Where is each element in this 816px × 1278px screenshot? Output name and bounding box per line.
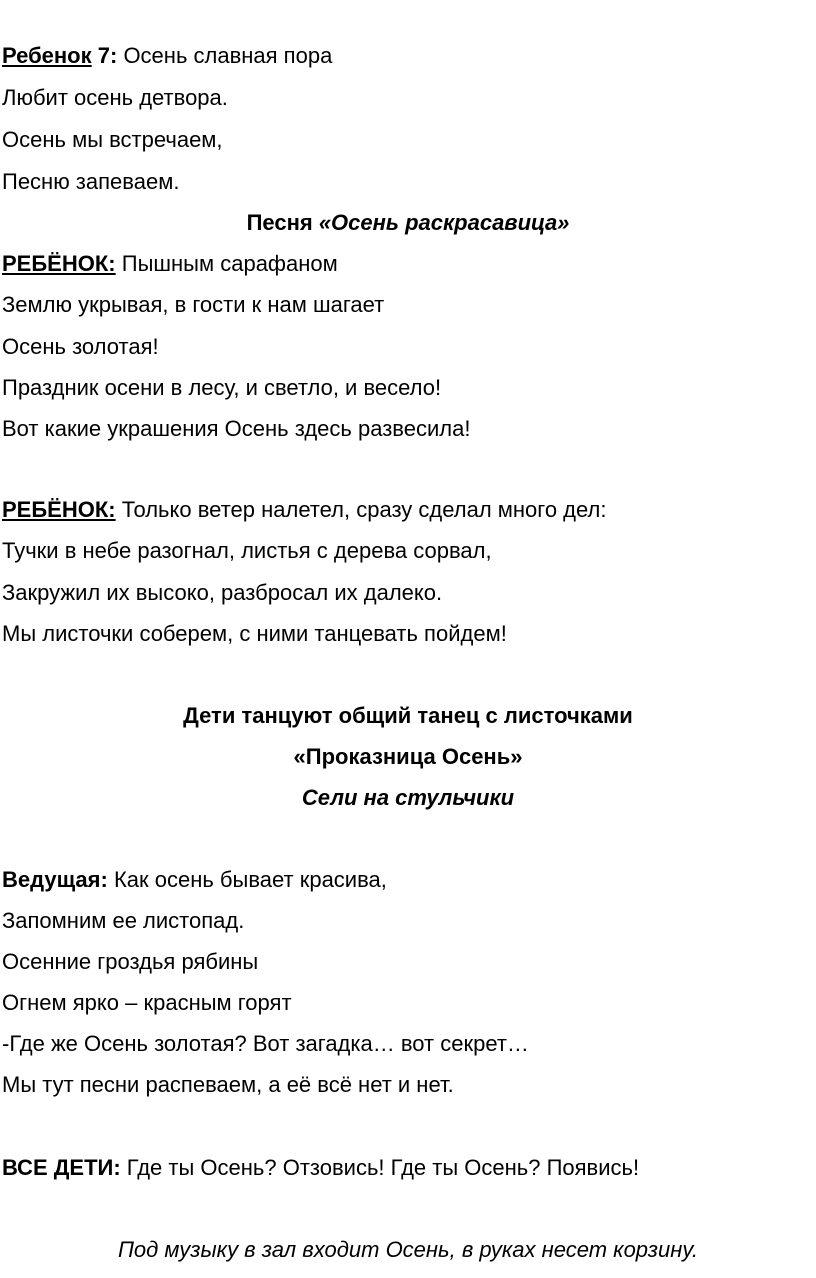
dance-heading: Дети танцуют общий танец с листочками bbox=[183, 703, 633, 728]
song-heading bbox=[0, 209, 816, 237]
verse-line: Запомним ее листопад. bbox=[2, 908, 245, 933]
verse-text: Только ветер налетел, сразу сделал много дел: bbox=[115, 497, 607, 522]
song-title: «Осень раскрасавица» bbox=[318, 210, 570, 235]
speaker-label: РЕБЁНОК: bbox=[2, 251, 116, 276]
stage-note: Сели на стульчики bbox=[301, 785, 515, 810]
verse-line: Землю укрывая, в гости к нам шагает bbox=[2, 292, 385, 317]
verse-text: Пышным сарафаном bbox=[115, 251, 338, 276]
verse-line: Мы листочки соберем, с ними танцевать пойдем! bbox=[2, 621, 507, 646]
verse-text: Осень славная пора bbox=[117, 43, 333, 68]
verse-text: Где ты Осень? Отзовись! Где ты Осень? Появись! bbox=[120, 1155, 640, 1180]
speaker-label: РЕБЁНОК: bbox=[2, 497, 116, 522]
verse-line: Огнем ярко – красным горят bbox=[2, 990, 292, 1015]
speaker-number: 7: bbox=[91, 43, 118, 68]
verse-line: Мы тут песни распеваем, а её всё нет и нет. bbox=[2, 1072, 454, 1097]
speaker-label: Ребенок bbox=[2, 43, 92, 68]
verse-line: Осенние гроздья рябины bbox=[2, 949, 259, 974]
verse-line: Осень мы встречаем, bbox=[2, 127, 223, 152]
speaker-label: Ведущая: bbox=[2, 867, 108, 892]
verse-line bbox=[2, 866, 387, 894]
verse-line: Тучки в небе разогнал, листья с дерева сорвал, bbox=[2, 538, 492, 563]
verse-line: Закружил их высоко, разбросал их далеко. bbox=[2, 580, 443, 605]
verse-line bbox=[2, 42, 332, 70]
dance-title: «Проказница Осень» bbox=[293, 744, 523, 769]
verse-line: -Где же Осень золотая? Вот загадка… вот секрет… bbox=[2, 1031, 529, 1056]
verse-line: Песню запеваем. bbox=[2, 169, 180, 194]
stage-direction: Под музыку в зал входит Осень, в руках несет корзину. bbox=[117, 1237, 698, 1262]
verse-line: Осень золотая! bbox=[2, 334, 159, 359]
verse-line: Вот какие украшения Осень здесь развесила! bbox=[2, 416, 471, 441]
song-label: Песня bbox=[246, 210, 319, 235]
verse-line bbox=[2, 250, 338, 278]
verse-text: Как осень бывает красива, bbox=[107, 867, 387, 892]
verse-line bbox=[2, 496, 606, 524]
speaker-label: ВСЕ ДЕТИ: bbox=[2, 1155, 121, 1180]
verse-line: Праздник осени в лесу, и светло, и весело! bbox=[2, 375, 442, 400]
verse-line bbox=[2, 1154, 639, 1182]
verse-line: Любит осень детвора. bbox=[2, 85, 228, 110]
